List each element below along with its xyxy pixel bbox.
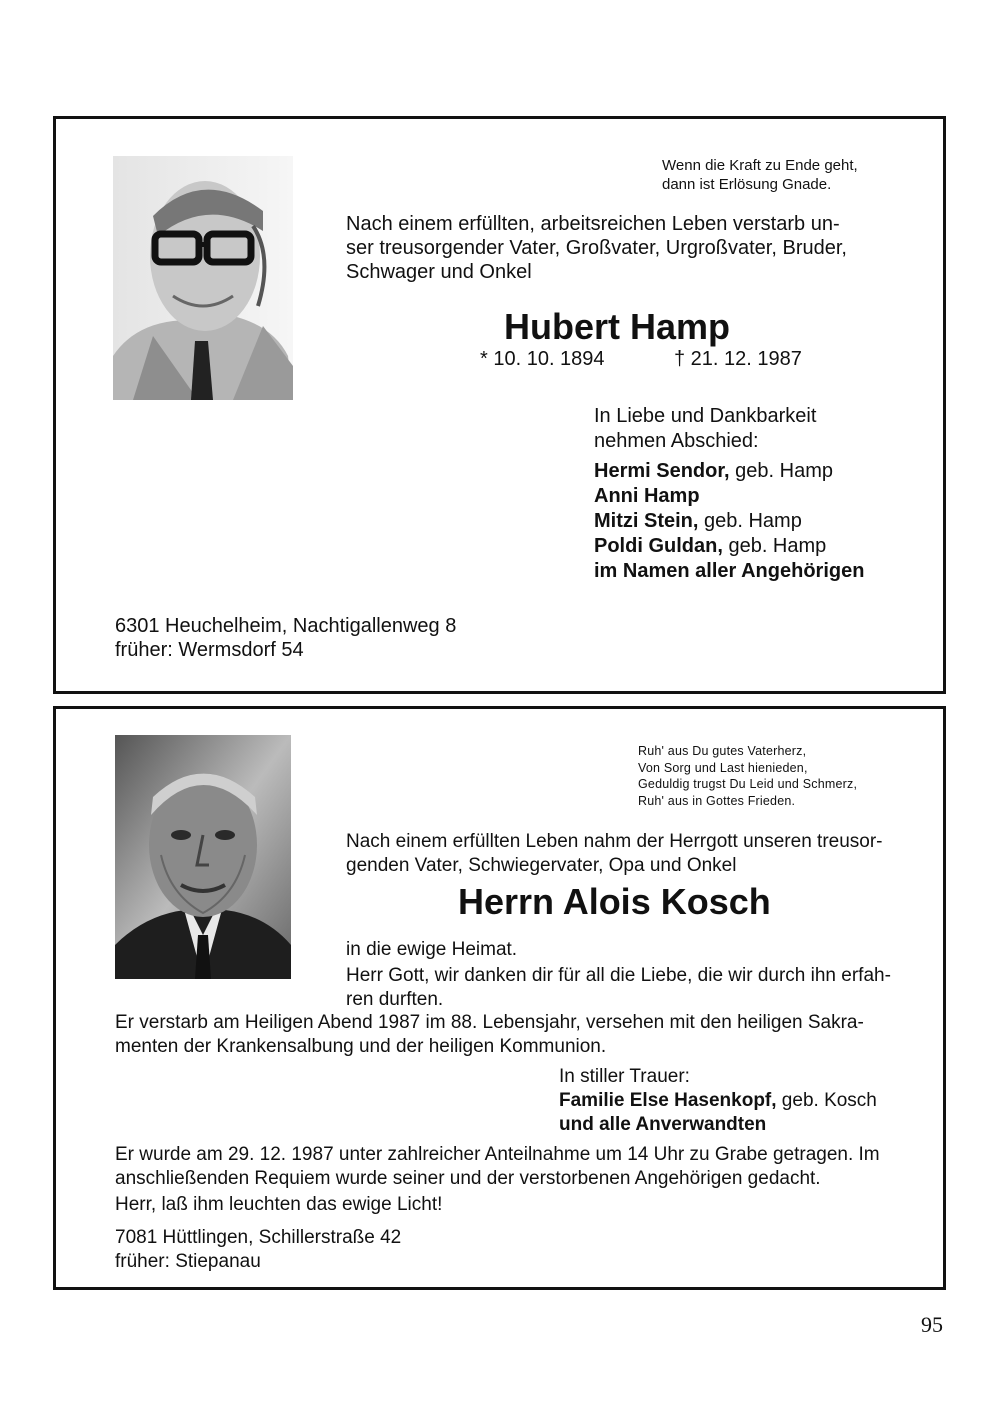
portrait-photo-hubert-hamp: [113, 156, 293, 400]
obituary-notice-hamp: [53, 116, 946, 694]
deceased-name: Herrn Alois Kosch: [458, 881, 771, 922]
address: 6301 Heuchelheim, Nachtigallenweg 8 früher: Wermsdorf 54: [115, 615, 457, 661]
mourner: Anni Hamp: [594, 485, 700, 507]
heimat-text: in die ewige Heimat.: [346, 939, 518, 960]
mourner: Mitzi Stein, geb. Hamp: [594, 510, 802, 532]
family-line: Familie Else Hasenkopf, geb. Kosch: [559, 1090, 877, 1111]
mourning-block: In stiller Trauer: Familie Else Hasenkopf, geb. Kosch und alle Anverwandten: [559, 1066, 877, 1135]
deceased-name: Hubert Hamp: [504, 306, 731, 347]
death-text: Er verstarb am Heiligen Abend 1987 im 88. Lebensjahr, versehen mit den heiligen Sakra- menten der Krankensalbung und der heiligen Kommunion.: [115, 1012, 864, 1057]
mourner: Poldi Guldan, geb. Hamp: [594, 535, 827, 557]
mourner: im Namen aller Angehörigen: [594, 560, 865, 582]
birth-date: * 10. 10. 1894: [480, 348, 605, 370]
death-date: † 21. 12. 1987: [674, 348, 802, 370]
burial-text: Er wurde am 29. 12. 1987 unter zahlreicher Anteilnahme um 14 Uhr zu Grabe getragen. Im anschließenden Requiem wurde seiner und der verstorbenen Angehörigen gedacht.: [115, 1144, 880, 1189]
thanks-text: Herr Gott, wir danken dir für all die Liebe, die wir durch ihn erfah- ren durften.: [346, 965, 891, 1010]
poem: Ruh' aus Du gutes Vaterherz, Von Sorg und Last hienieden, Geduldig trugst Du Leid und Schmerz, Ruh' aus in Gottes Frieden.: [638, 744, 858, 808]
mourners-list: [594, 459, 864, 584]
intro-text: Nach einem erfüllten Leben nahm der Herrgott unseren treusor- genden Vater, Schwiegervater, Opa und Onkel: [346, 831, 883, 876]
address: 7081 Hüttlingen, Schillerstraße 42 früher: Stiepanau: [115, 1227, 402, 1272]
page-number: 95: [921, 1312, 943, 1337]
farewell-text: In Liebe und Dankbarkeit nehmen Abschied:: [594, 405, 817, 452]
obituary-notice-kosch: [53, 706, 946, 1290]
prayer-text: Herr, laß ihm leuchten das ewige Licht!: [115, 1194, 443, 1215]
portrait-photo-alois-kosch: [115, 735, 291, 979]
intro-text: Nach einem erfüllten, arbeitsreichen Leben verstarb un- ser treusorgender Vater, Großvater, Urgroßvater, Bruder, Schwager und Onkel: [346, 213, 847, 283]
motto: Wenn die Kraft zu Ende geht, dann ist Erlösung Gnade.: [662, 157, 858, 193]
mourner: Hermi Sendor, geb. Hamp: [594, 460, 833, 482]
